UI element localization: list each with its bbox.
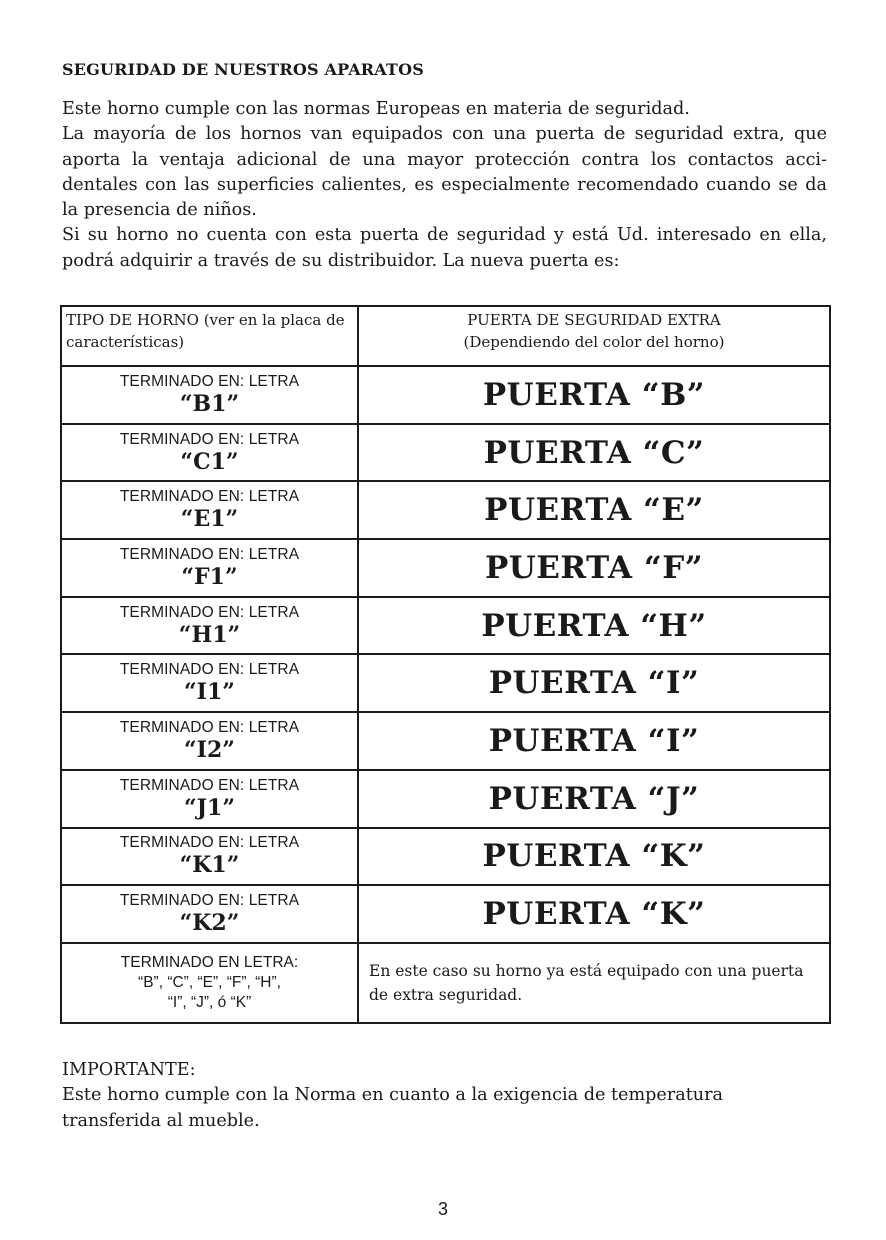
oven-type-cell <box>61 539 358 597</box>
oven-type-label: TERMINADO EN: LETRA <box>119 603 300 621</box>
safety-door-cell: PUERTA “J” <box>358 770 830 828</box>
safety-door-cell: PUERTA “I” <box>358 654 830 712</box>
oven-type-cell <box>61 885 358 943</box>
intro-paragraph-1: Este horno cumple con las normas Europeas en materia de seguridad. <box>62 99 690 119</box>
oven-type-code: “K1” <box>179 852 240 879</box>
safety-door-cell: PUERTA “B” <box>358 366 830 424</box>
oven-type-cell <box>61 828 358 886</box>
oven-type-code: “B1” <box>179 390 240 417</box>
header-safety-door-title: PUERTA DE SEGURIDAD EXTRA <box>467 311 721 329</box>
header-oven-type: TIPO DE HORNO (ver en la placa de características) <box>61 306 358 366</box>
page-heading: SEGURIDAD DE NUESTROS APARATOS <box>62 60 425 79</box>
safety-door-cell: PUERTA “F” <box>358 539 830 597</box>
important-title: IMPORTANTE: <box>62 1060 196 1080</box>
intro-text <box>62 97 827 274</box>
oven-type-cell <box>61 481 358 539</box>
table-header-row <box>61 306 830 366</box>
oven-type-label: TERMINADO EN: LETRA <box>119 892 300 910</box>
oven-type-label: TERMINADO EN: LETRA <box>119 372 300 390</box>
oven-type-cell <box>61 654 358 712</box>
table-row <box>61 654 830 712</box>
header-safety-door-subtitle: (Dependiendo del color del horno) <box>463 333 725 351</box>
table-row <box>61 597 830 655</box>
safety-door-cell: PUERTA “K” <box>358 885 830 943</box>
oven-type-code: “E1” <box>180 506 239 533</box>
oven-type-code: “I1” <box>184 679 235 706</box>
oven-type-cell <box>61 424 358 482</box>
oven-type-label: TERMINADO EN: LETRA <box>119 718 300 736</box>
table-row <box>61 828 830 886</box>
header-safety-door <box>358 306 830 366</box>
table-row <box>61 712 830 770</box>
table-row <box>61 366 830 424</box>
oven-type-label: TERMINADO EN: LETRA <box>119 776 300 794</box>
oven-type-label: TERMINADO EN: LETRA <box>119 661 300 679</box>
oven-type-code: “J1” <box>183 794 236 821</box>
intro-paragraph-2: La mayoría de los hornos van equipados con una puerta de seguridad extra, que aporta la ventaja adicional de una mayor protección contra los contactos acci- dentales con las superficies calientes, es especialmente recomendado cuando se da la presencia de niños. <box>62 124 827 221</box>
equipped-types-cell <box>61 943 358 1023</box>
page-number: 3 <box>437 1199 448 1219</box>
oven-type-cell <box>61 712 358 770</box>
oven-type-label: TERMINADO EN: LETRA <box>119 545 300 563</box>
table-row-equipped <box>61 943 830 1023</box>
safety-door-cell: PUERTA “H” <box>358 597 830 655</box>
intro-paragraph-3: Si su horno no cuenta con esta puerta de seguridad y está Ud. interesado en ella, podrá adquirir a través de su distribuidor. La nueva puerta es: <box>62 225 827 271</box>
equipped-types-label: TERMINADO EN LETRA: <box>120 953 299 971</box>
oven-type-cell <box>61 770 358 828</box>
oven-type-code: “H1” <box>178 621 241 648</box>
oven-type-label: TERMINADO EN: LETRA <box>119 488 300 506</box>
table-body <box>61 366 830 943</box>
safety-door-cell: PUERTA “E” <box>358 481 830 539</box>
table-row <box>61 885 830 943</box>
safety-door-cell: PUERTA “I” <box>358 712 830 770</box>
equipped-types-letters-1: “B”, “C”, “E”, “F”, “H”, <box>138 973 281 991</box>
oven-type-code: “F1” <box>181 563 238 590</box>
table-row <box>61 539 830 597</box>
important-text: Este horno cumple con la Norma en cuanto a la exigencia de temperatura transferida al mueble. <box>62 1085 724 1131</box>
oven-type-cell <box>61 366 358 424</box>
important-note <box>62 1058 827 1134</box>
door-table <box>60 305 831 1024</box>
table-row <box>61 481 830 539</box>
safety-door-cell: PUERTA “K” <box>358 828 830 886</box>
table-row <box>61 770 830 828</box>
oven-type-code: “C1” <box>180 448 239 475</box>
safety-door-cell: PUERTA “C” <box>358 424 830 482</box>
equipped-note-cell: En este caso su horno ya está equipado con una puerta de extra seguridad. <box>358 943 830 1023</box>
oven-type-code: “K2” <box>179 910 240 937</box>
table-row <box>61 424 830 482</box>
oven-type-label: TERMINADO EN: LETRA <box>119 430 300 448</box>
oven-type-cell <box>61 597 358 655</box>
oven-type-label: TERMINADO EN: LETRA <box>119 834 300 852</box>
oven-type-code: “I2” <box>184 736 235 763</box>
equipped-types-letters-2: “I”, “J”, ó “K” <box>167 993 252 1011</box>
